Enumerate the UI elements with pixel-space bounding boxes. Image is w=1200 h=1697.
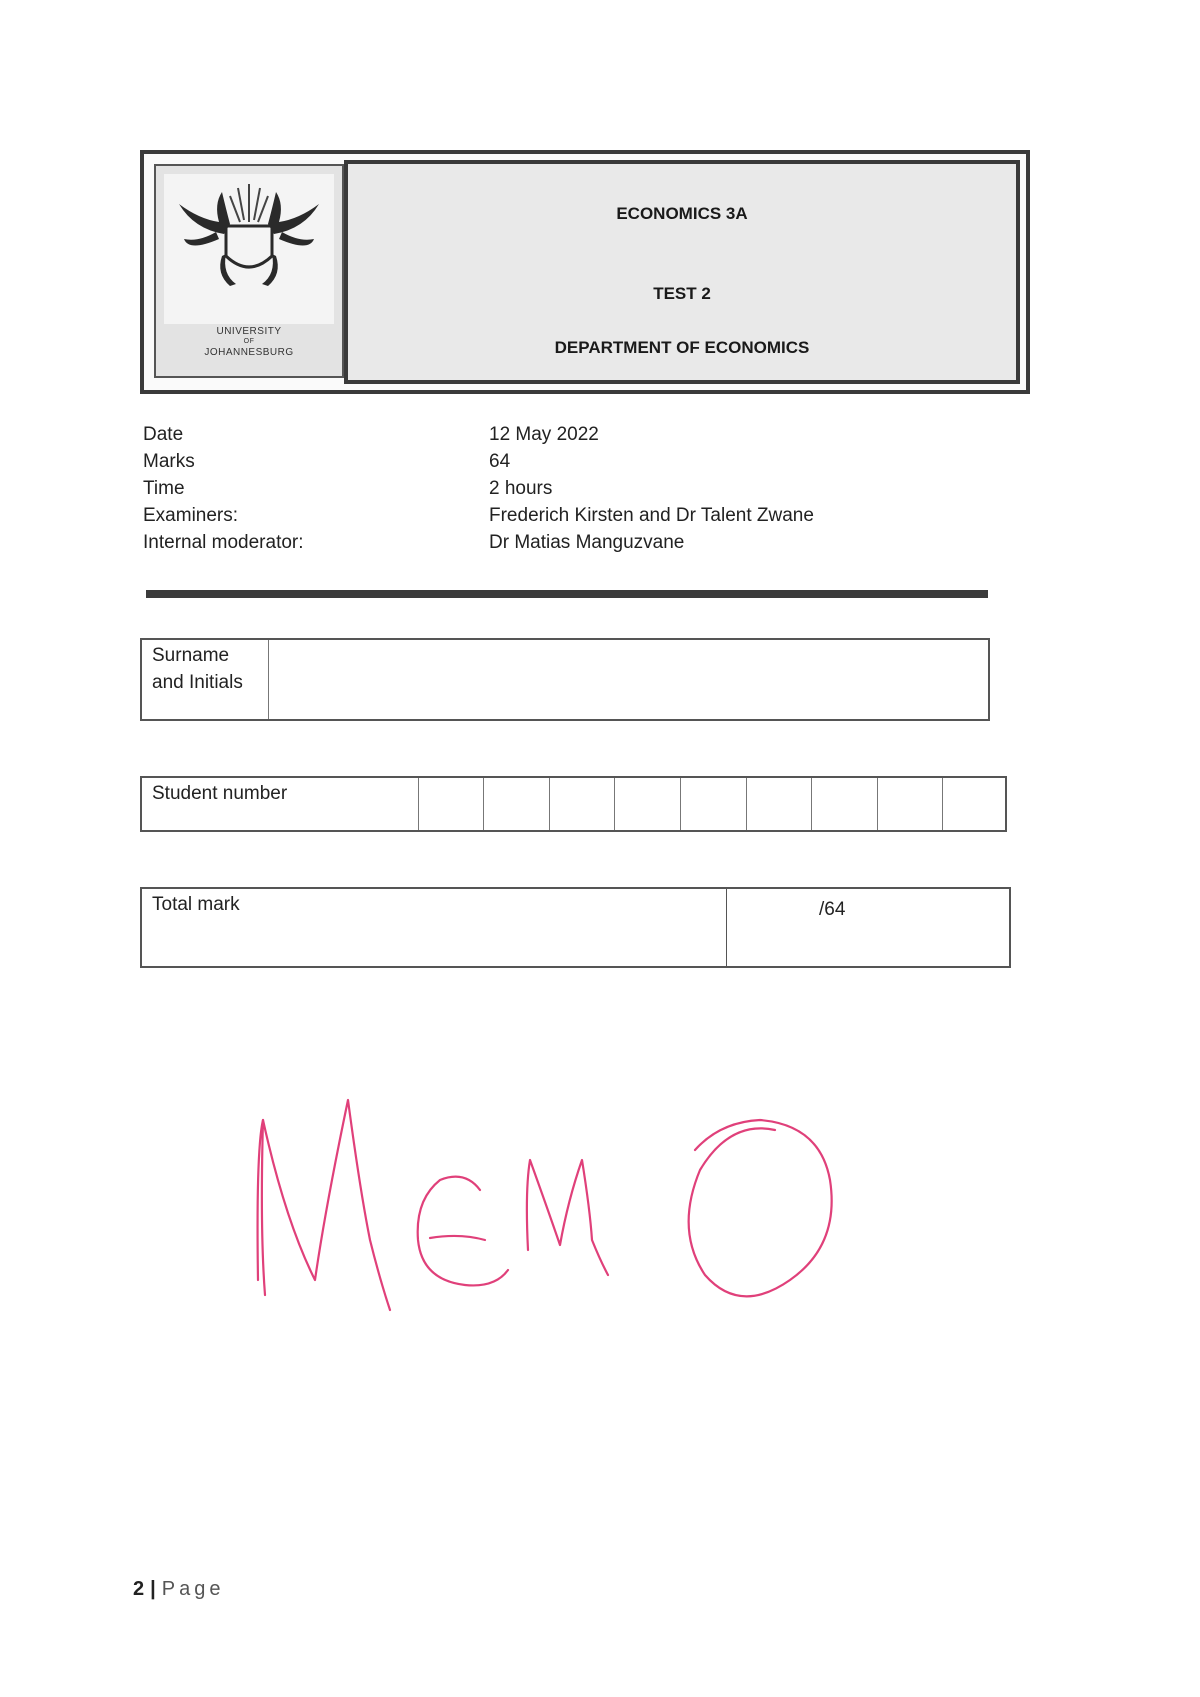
page-word: Page [161,1578,225,1600]
meta-label-examiners: Examiners: [143,505,239,526]
meta-value-moderator: Dr Matias Manguzvane [489,532,685,553]
student-number-digit-6[interactable] [746,778,811,830]
meta-value-time: 2 hours [489,478,553,499]
student-number-digit-4[interactable] [614,778,680,830]
divider-rule [146,590,988,598]
footer-separator: | [150,1578,156,1600]
meta-value-date: 12 May 2022 [489,424,599,445]
surname-label-line1: Surname [152,645,230,666]
page-number: 2 [133,1578,145,1600]
meta-label-date: Date [143,424,184,445]
handwritten-memo-annotation [230,1080,910,1320]
header-box [140,150,1030,394]
student-number-digit-3[interactable] [549,778,614,830]
student-number-field [140,776,1007,832]
student-number-label: Student number [152,783,288,804]
student-number-digit-9[interactable] [942,778,1005,830]
student-number-digit-5[interactable] [680,778,746,830]
course-title: ECONOMICS 3A [616,204,748,223]
logo-text-johannesburg: JOHANNESBURG [204,347,294,358]
title-cell [344,160,1020,384]
test-title: TEST 2 [653,284,711,303]
logo-text-university: UNIVERSITY [216,326,282,337]
university-logo [164,174,334,324]
total-mark-value: /64 [819,899,846,920]
total-mark-input-area[interactable] [726,889,1010,966]
student-number-digit-7[interactable] [811,778,877,830]
coat-of-arms-icon [164,174,334,324]
surname-label-line2: and Initials [152,672,243,693]
total-mark-field [140,887,1011,968]
university-logo-cell [154,164,344,378]
total-mark-label: Total mark [152,894,240,915]
logo-text-of: OF [243,338,255,345]
meta-value-marks: 64 [489,451,511,472]
student-number-digit-1[interactable] [418,778,483,830]
meta-label-marks: Marks [143,451,195,472]
meta-value-examiners: Frederich Kirsten and Dr Talent Zwane [489,505,814,526]
surname-field [140,638,990,721]
page-footer [133,1578,224,1601]
department-title: DEPARTMENT OF ECONOMICS [554,338,810,357]
student-number-digit-2[interactable] [483,778,549,830]
meta-label-moderator: Internal moderator: [143,532,304,553]
meta-label-time: Time [143,478,185,499]
student-number-digit-8[interactable] [877,778,942,830]
surname-input-area[interactable] [268,640,989,719]
